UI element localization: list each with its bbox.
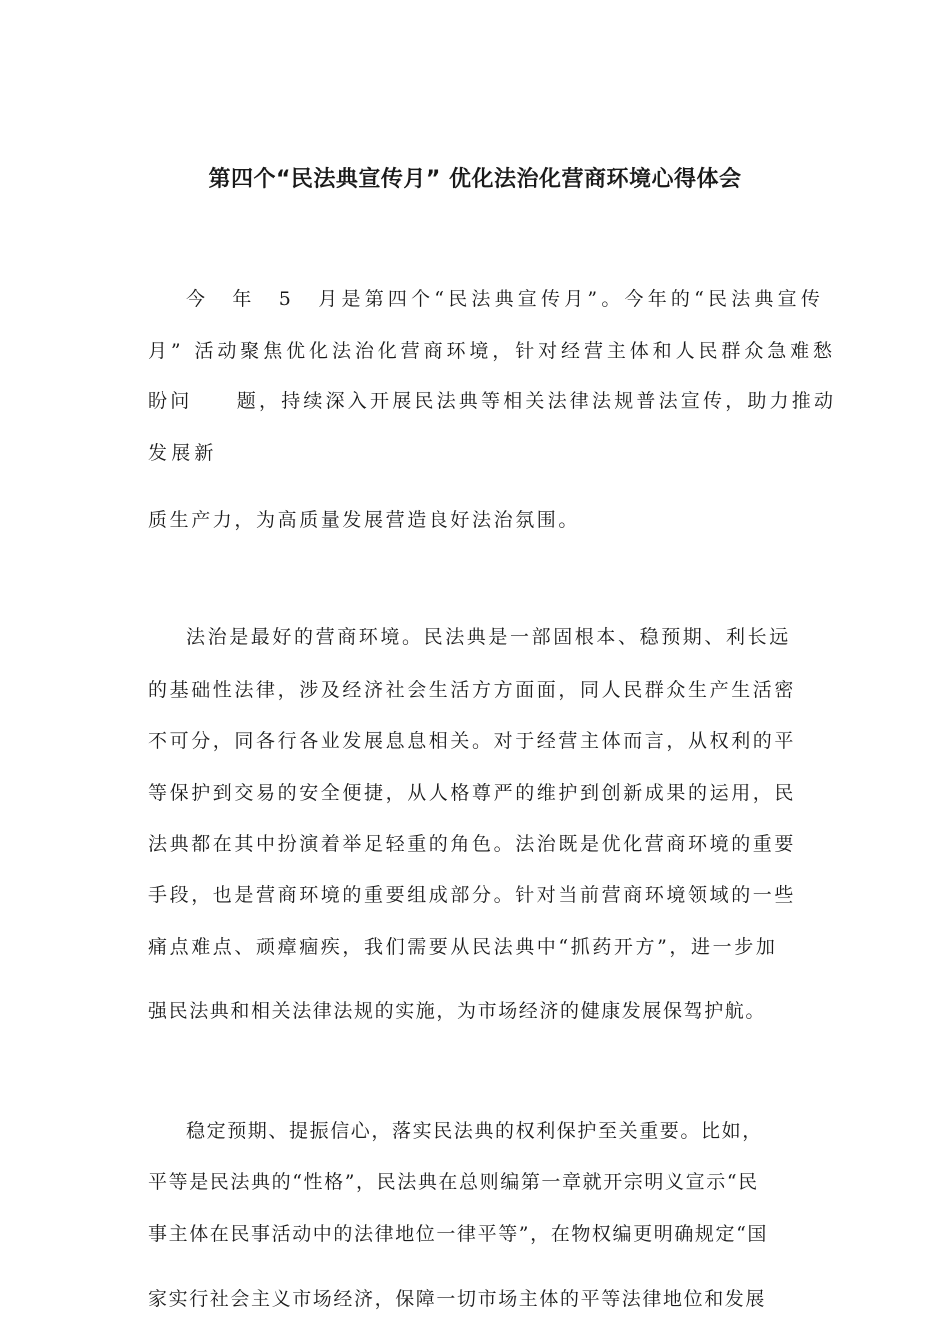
paragraph-line: 家实行社会主义市场经济，保障一切市场主体的平等法律地位和发展 — [148, 1288, 767, 1310]
document-title: 第四个“民法典宣传月” 优化法治化营商环境心得体会 — [208, 167, 742, 192]
paragraph-line: 今 年 5 月是第四个“民法典宣传月”。今年的“民法典宣传 — [186, 288, 825, 310]
paragraph-line: 月” 活动聚焦优化法治化营商环境，针对经营主体和人民群众急难愁 — [148, 340, 836, 362]
paragraph-line: 质生产力，为高质量发展营造良好法治氛围。 — [148, 509, 581, 531]
paragraph-line: 法治是最好的营商环境。民法典是一部固根本、稳预期、利长远 — [186, 626, 791, 648]
paragraph-line: 痛点难点、顽瘴痼疾，我们需要从民法典中“抓药开方”，进一步加 — [148, 936, 778, 958]
paragraph-line: 盼问 题，持续深入开展民法典等相关法律法规普法宣传，助力推动 — [148, 390, 837, 412]
paragraph-line: 发展新 — [148, 442, 218, 464]
paragraph-line: 强民法典和相关法律法规的实施，为市场经济的健康发展保驾护航。 — [148, 1000, 767, 1022]
paragraph-line: 等保护到交易的安全便捷，从人格尊严的维护到创新成果的运用，民 — [148, 782, 797, 804]
paragraph-line: 事主体在民事活动中的法律地位一律平等”，在物权编更明确规定“国 — [148, 1223, 769, 1245]
paragraph-line: 平等是民法典的“性格”，民法典在总则编第一章就开宗明义宣示“民 — [148, 1171, 759, 1193]
paragraph-line: 稳定预期、提振信心，落实民法典的权利保护至关重要。比如， — [186, 1120, 763, 1142]
paragraph-line: 不可分，同各行各业发展息息相关。对于经营主体而言，从权利的平 — [148, 730, 797, 752]
paragraph-line: 手段，也是营商环境的重要组成部分。针对当前营商环境领域的一些 — [148, 884, 797, 906]
paragraph-line: 法典都在其中扮演着举足轻重的角色。法治既是优化营商环境的重要 — [148, 833, 797, 855]
paragraph-line: 的基础性法律，涉及经济社会生活方方面面，同人民群众生产生活密 — [148, 679, 797, 701]
